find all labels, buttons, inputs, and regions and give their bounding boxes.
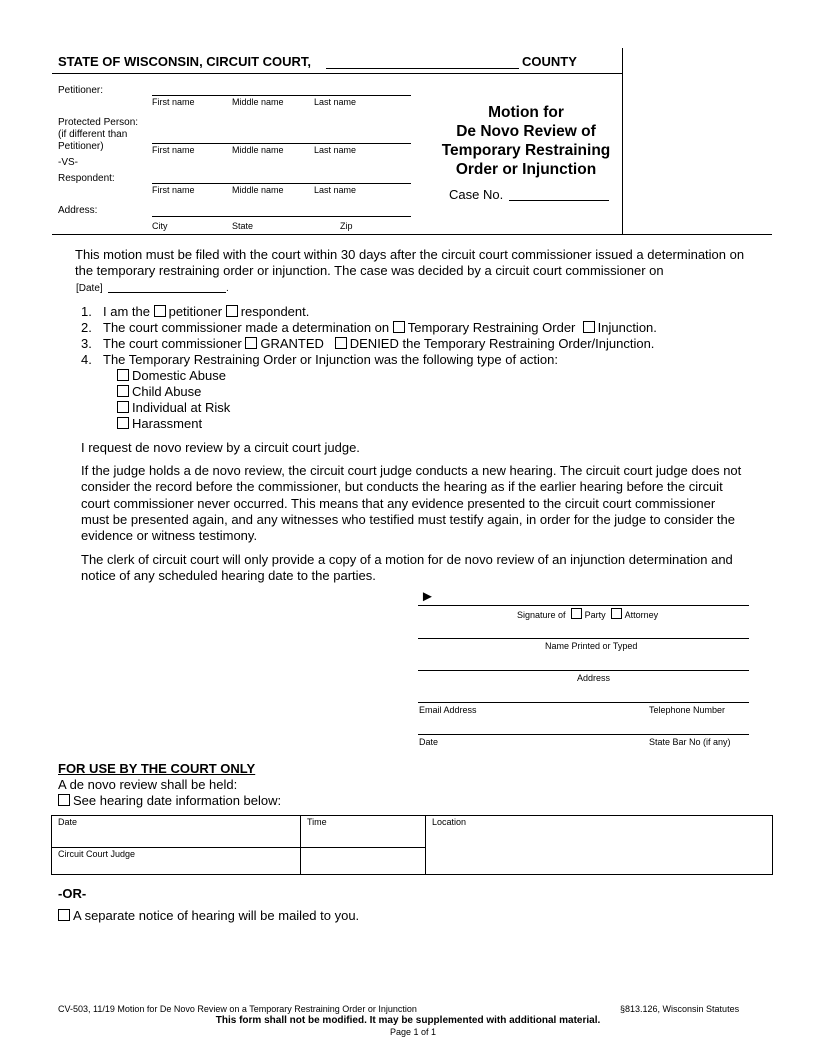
table-divider (425, 815, 426, 875)
child-abuse-checkbox[interactable] (117, 385, 129, 397)
action-domestic-abuse (117, 368, 226, 383)
decision-date-line[interactable] (108, 292, 226, 293)
hearing-date-cell[interactable]: Date (58, 817, 78, 827)
attorney-checkbox[interactable] (611, 608, 622, 619)
party-checkbox[interactable] (571, 608, 582, 619)
bar-number-caption: State Bar No (if any) (649, 737, 731, 747)
header-vertical-divider (622, 48, 623, 234)
court-use-heading: FOR USE BY THE COURT ONLY (58, 761, 256, 776)
explanation-line-4: must be presented again, and any witnesses who testified must testify again, in order for the judge to consider the (81, 512, 735, 527)
separate-notice-label: A separate notice of hearing will be mailed to you. (73, 908, 360, 923)
middle-name-caption: Middle name (232, 145, 284, 155)
sign-here-arrow-icon: ► (420, 588, 435, 605)
party-label: Party (584, 610, 606, 620)
item-number: 4. (81, 352, 92, 367)
tro-checkbox[interactable] (393, 321, 405, 333)
see-hearing-info-option (58, 793, 281, 808)
address-signature-line[interactable] (418, 670, 749, 671)
tro-option-label: Temporary Restraining Order (407, 320, 576, 335)
table-divider (51, 847, 426, 848)
explanation-line-1: If the judge holds a de novo review, the circuit court judge conducts a new hearing. The circuit court judge does not (81, 463, 742, 478)
clerk-notice-line-1: The clerk of circuit court will only provide a copy of a motion for de novo review of an injunction determination and (81, 552, 733, 567)
form-title-line-4: Order or Injunction (455, 161, 597, 178)
last-name-caption: Last name (314, 145, 357, 155)
statute-reference: §813.126, Wisconsin Statutes (620, 1004, 740, 1014)
explanation-line-5: evidence or witness testimony. (81, 528, 258, 543)
hearing-info-table (51, 815, 773, 875)
see-hearing-info-checkbox[interactable] (58, 794, 70, 806)
separate-notice-option (58, 908, 359, 923)
address-caption: Address (577, 673, 611, 683)
form-title-line-2: De Novo Review of (456, 123, 596, 140)
form-title-line-1: Motion for (488, 104, 564, 121)
action-harassment (117, 416, 202, 431)
petitioner-label: Petitioner: (58, 85, 104, 96)
city-caption: City (152, 221, 168, 231)
hearing-time-cell[interactable]: Time (307, 817, 327, 827)
form-identifier: CV-503, 11/19 Motion for De Novo Review on a Temporary Restraining Order or Injunction (58, 1004, 417, 1014)
respondent-option-label: respondent. (240, 304, 310, 319)
respondent-checkbox[interactable] (226, 305, 238, 317)
item-3 (81, 336, 654, 351)
item-number: 3. (81, 336, 92, 351)
action-child-abuse (117, 384, 201, 399)
address-label: Address: (58, 205, 98, 216)
separate-notice-checkbox[interactable] (58, 909, 70, 921)
signature-line[interactable] (418, 605, 749, 606)
individual-at-risk-label: Individual at Risk (132, 400, 231, 415)
item-4-text: The Temporary Restraining Order or Injunction was the following type of action: (103, 352, 558, 367)
county-label: COUNTY (522, 54, 577, 69)
header-bottom-rule (52, 234, 772, 235)
harassment-checkbox[interactable] (117, 417, 129, 429)
clerk-notice-line-2: notice of any scheduled hearing date to the parties. (81, 568, 376, 583)
respondent-label: Respondent: (58, 173, 115, 184)
last-name-caption: Last name (314, 185, 357, 195)
case-number-label: Case No. (449, 187, 504, 202)
petitioner-option-label: petitioner (168, 304, 223, 319)
item-2 (81, 320, 657, 335)
state-caption: State (232, 221, 254, 231)
hearing-location-cell[interactable]: Location (432, 817, 467, 827)
or-separator: -OR- (58, 886, 87, 901)
domestic-abuse-checkbox[interactable] (117, 369, 129, 381)
name-printed-caption: Name Printed or Typed (545, 641, 638, 651)
action-individual-at-risk (117, 400, 230, 415)
review-held-text: A de novo review shall be held: (58, 777, 238, 792)
injunction-checkbox[interactable] (583, 321, 595, 333)
table-divider (300, 815, 301, 875)
first-name-caption: First name (152, 145, 195, 155)
circuit-judge-cell[interactable]: Circuit Court Judge (58, 849, 136, 859)
telephone-caption: Telephone Number (649, 705, 726, 715)
item-1-text: I am the (103, 304, 150, 319)
date-caption: Date (419, 737, 439, 747)
petitioner-name-line[interactable] (152, 95, 411, 96)
item-number: 1. (81, 304, 92, 319)
date-label: [Date] (76, 283, 103, 294)
attorney-label: Attorney (624, 610, 659, 620)
item-number: 2. (81, 320, 92, 335)
date-period: . (226, 283, 229, 294)
middle-name-caption: Middle name (232, 185, 284, 195)
harassment-label: Harassment (132, 416, 203, 431)
domestic-abuse-label: Domestic Abuse (132, 368, 226, 383)
item-2-text: The court commissioner made a determination on (103, 320, 390, 335)
protected-person-name-line[interactable] (152, 143, 411, 144)
explanation-line-2: consider the record before the commissioner, but conducts the hearing as if the earlier hearing before the circuit (81, 479, 723, 494)
individual-at-risk-checkbox[interactable] (117, 401, 129, 413)
first-name-caption: First name (152, 97, 195, 107)
state-court-heading: STATE OF WISCONSIN, CIRCUIT COURT, (58, 54, 312, 69)
address-line[interactable] (152, 216, 411, 217)
zip-caption: Zip (340, 221, 353, 231)
granted-option-label: GRANTED (260, 336, 324, 351)
see-hearing-info-label: See hearing date information below: (73, 793, 282, 808)
item-4 (81, 352, 558, 367)
item-3-text: The court commissioner (103, 336, 242, 351)
signature-of-caption (517, 608, 658, 620)
item-1 (81, 304, 309, 319)
date-bar-line[interactable] (418, 734, 749, 735)
last-name-caption: Last name (314, 97, 357, 107)
injunction-option-label: Injunction. (597, 320, 657, 335)
request-statement: I request de novo review by a circuit court judge. (81, 440, 360, 455)
case-number-line[interactable] (509, 200, 609, 201)
denied-option-label: DENIED the Temporary Restraining Order/Injunction. (349, 336, 655, 351)
modification-notice: This form shall not be modified. It may be supplemented with additional material. (215, 1015, 601, 1026)
form-title-line-3: Temporary Restraining (441, 142, 611, 159)
protected-person-note-1: (if different than (58, 129, 128, 140)
first-name-caption: First name (152, 185, 195, 195)
respondent-name-line[interactable] (152, 183, 411, 184)
versus-label: -VS- (58, 157, 78, 168)
child-abuse-label: Child Abuse (132, 384, 202, 399)
signature-of-label: Signature of (517, 610, 566, 620)
explanation-line-3: court commissioner never occurred. This means that any evidence presented to the circuit court commissioner (81, 496, 716, 511)
name-printed-line[interactable] (418, 638, 749, 639)
protected-person-label: Protected Person: (58, 117, 139, 128)
middle-name-caption: Middle name (232, 97, 284, 107)
email-phone-line[interactable] (418, 702, 749, 703)
intro-line-1: This motion must be filed with the court within 30 days after the circuit court commissioner issued a determination on (75, 247, 745, 262)
email-caption: Email Address (419, 705, 477, 715)
page-number: Page 1 of 1 (389, 1027, 437, 1037)
header-top-rule (52, 73, 623, 74)
granted-checkbox[interactable] (245, 337, 257, 349)
intro-line-2: the temporary restraining order or injunction. The case was decided by a circuit court commissioner on (75, 263, 664, 278)
petitioner-checkbox[interactable] (154, 305, 166, 317)
denied-checkbox[interactable] (335, 337, 347, 349)
county-name-line[interactable] (326, 68, 519, 69)
protected-person-note-2: Petitioner) (58, 141, 104, 152)
